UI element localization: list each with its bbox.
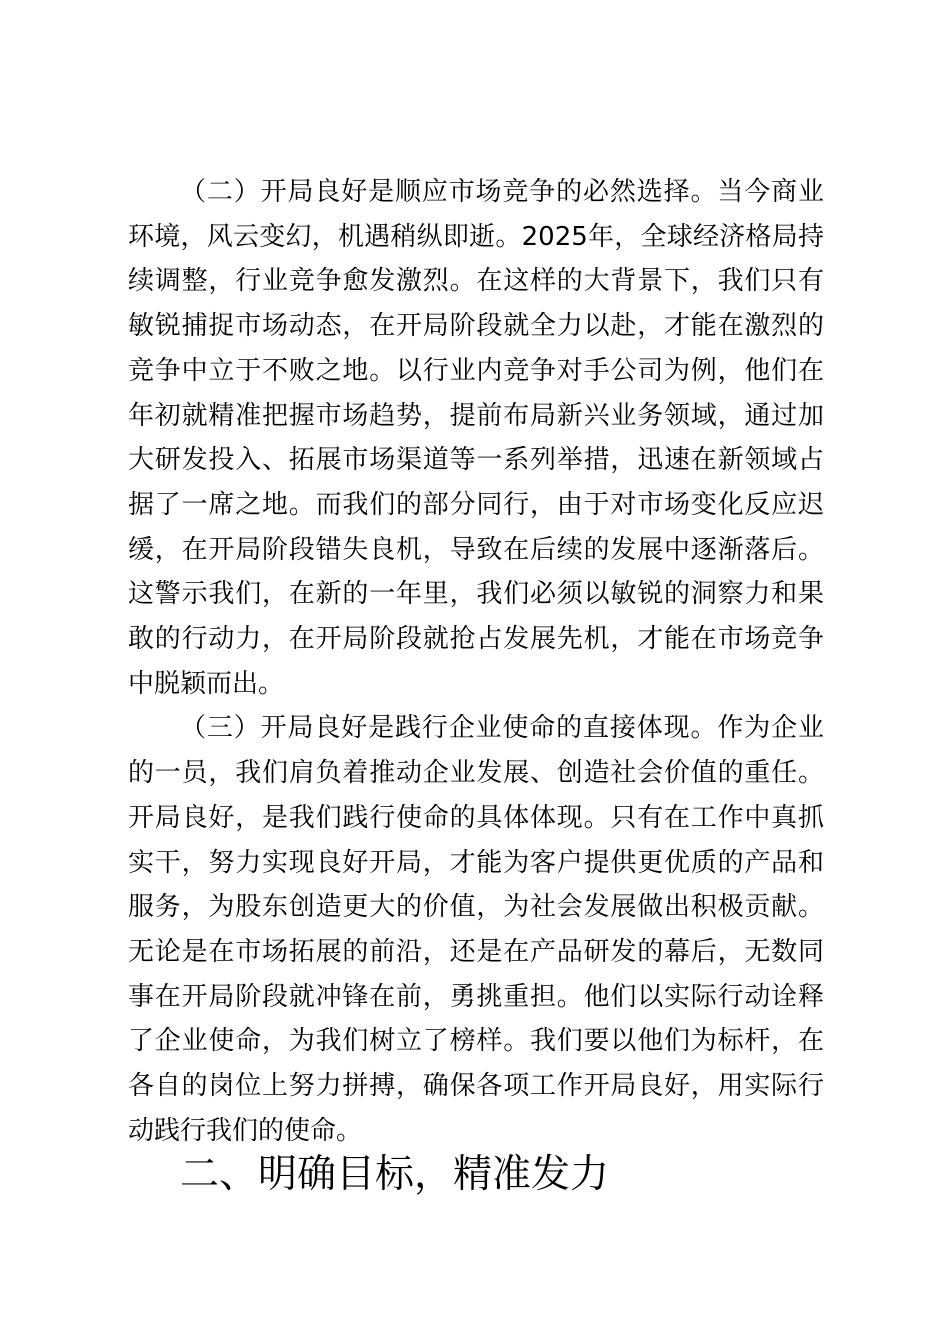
paragraph-corporate-mission: （三）开局良好是践行企业使命的直接体现。作为企业的一员，我们肩负着推动企业发展、创造社会价值的重任。开局良好，是我们践行使命的具体体现。只有在工作中真抓实干，努力实现良好开局，才能为客户提供更优质的产品和服务，为股东创造更大的价值，为社会发展做出积极贡献。无论是在市场拓展的前沿，还是在产品研发的幕后，无数同事在开局阶段就冲锋在前，勇挑重担。他们以实际行动诠释了企业使命，为我们树立了榜样。我们要以他们为标杆，在各自的岗位上努力拼搏，确保各项工作开局良好，用实际行动践行我们的使命。 xyxy=(128,713,824,1146)
paragraph-market-competition: （二）开局良好是顺应市场竞争的必然选择。当今商业环境，风云变幻，机遇稍纵即逝。2025年，全球经济格局持续调整，行业竞争愈发激烈。在这样的大背景下，我们只有敏锐捕捉市场动态，在开局阶段就全力以赴，才能在激烈的竞争中立于不败之地。以行业内竞争对手公司为例，他们在年初就精准把握市场趋势，提前布局新兴业务领域，通过加大研发投入、拓展市场渠道等一系列举措，迅速在新领域占据了一席之地。而我们的部分同行，由于对市场变化反应迟缓，在开局阶段错失良机，导致在后续的发展中逐渐落后。这警示我们，在新的一年里，我们必须以敏锐的洞察力和果敢的行动力，在开局阶段就抢占发展先机，才能在市场竞争中脱颖而出。 xyxy=(128,177,824,699)
document-body xyxy=(128,170,824,1198)
section-heading: 二、明确目标，精准发力 xyxy=(180,1152,610,1198)
